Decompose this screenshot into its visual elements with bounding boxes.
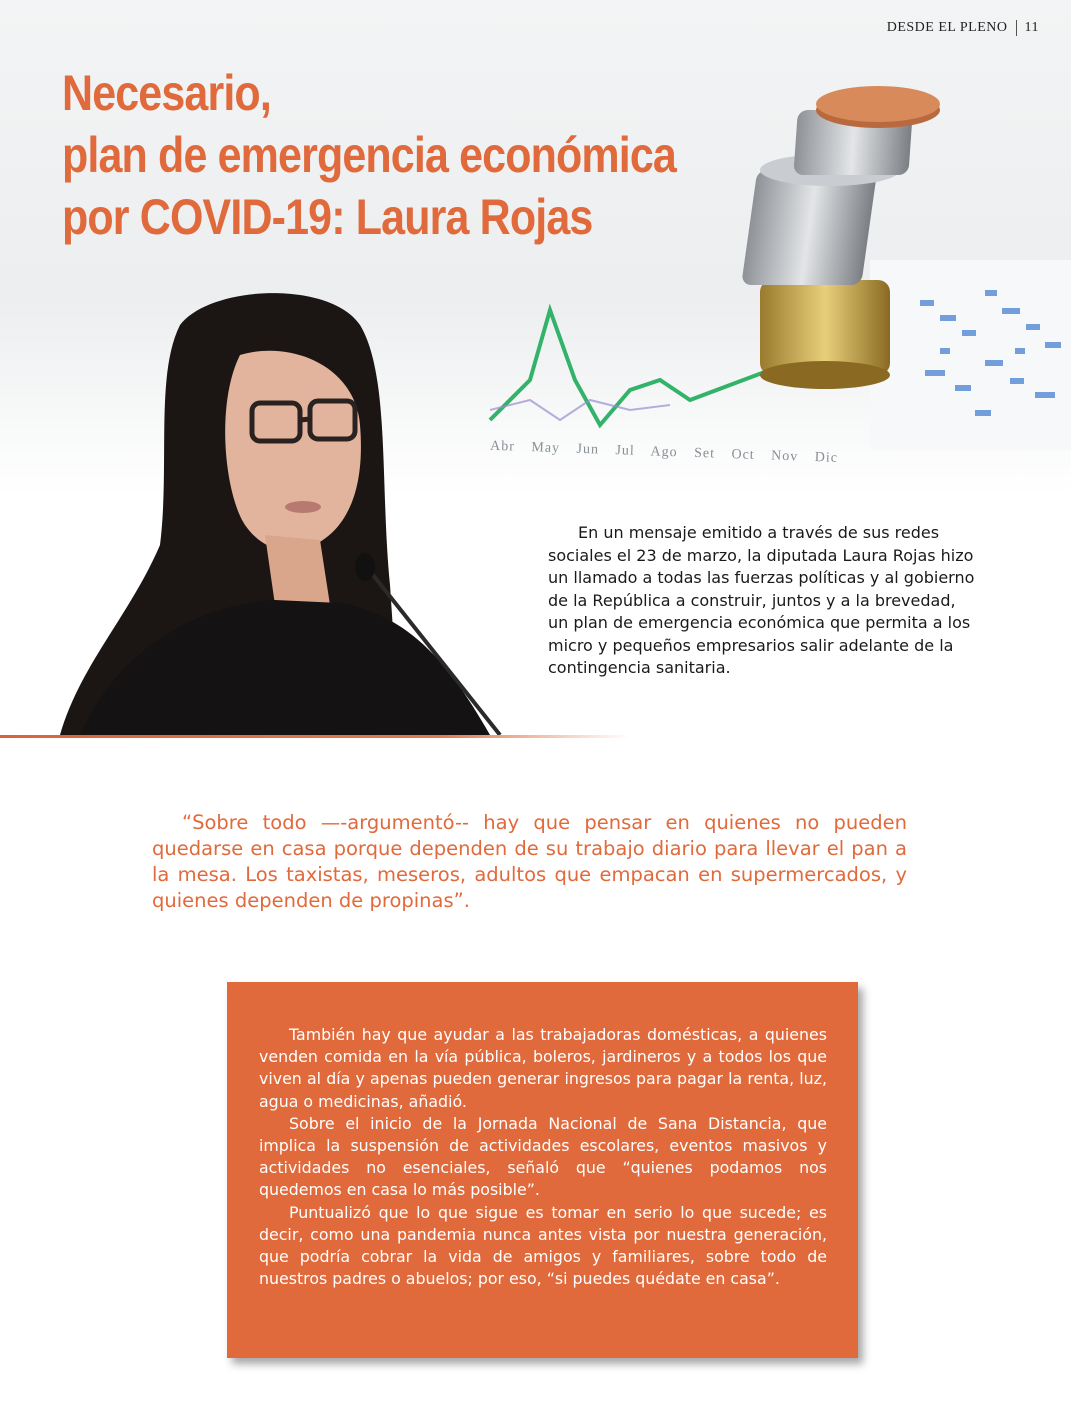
copper-coin <box>816 86 940 128</box>
month-label: Dic <box>814 450 839 466</box>
lead-paragraph <box>548 522 978 680</box>
section-divider <box>0 735 630 738</box>
highlight-box-text <box>259 1024 827 1290</box>
paper-sheet <box>870 260 1071 450</box>
face <box>225 351 361 551</box>
pull-quote <box>152 810 907 914</box>
page-header <box>887 20 1039 36</box>
month-label: Set <box>693 445 716 462</box>
box-paragraph-text: Sobre el inicio de la Jornada Nacional de Sana Distancia, que implica la suspensión de actividades escolares, eventos masivos y actividades no esenciales, señaló que “quienes podamos nos quedemos en casa lo más posible”. <box>259 1113 827 1200</box>
box-paragraph <box>259 1202 827 1291</box>
month-label: Jul <box>615 443 636 459</box>
neck <box>265 535 330 605</box>
lead-text: En un mensaje emitido a través de sus redes sociales el 23 de marzo, la diputada Laura Rojas hizo un llamado a todas las fuerzas políticas y al gobierno de la República a construir, juntos y a la brevedad, un plan de emergencia económica que permita a los micro y pequeños empresarios salir adelante de la contingencia sanitaria. <box>548 523 975 677</box>
month-label: Ago <box>650 444 678 461</box>
month-label: Abr <box>489 438 516 455</box>
month-label: May <box>531 440 561 457</box>
highlight-box <box>227 982 858 1358</box>
article-title <box>62 62 676 248</box>
month-label: Nov <box>770 448 799 465</box>
green-trend-line <box>490 310 770 425</box>
section-name: DESDE EL PLENO <box>886 20 1008 35</box>
lips <box>285 501 321 513</box>
box-paragraph <box>259 1113 827 1202</box>
box-paragraph <box>259 1024 827 1113</box>
title-line: plan de emergencia económica <box>62 127 676 183</box>
silver-coin-stack <box>741 110 913 285</box>
gold-coin-stack <box>760 280 890 389</box>
box-paragraph-text: Puntualizó que lo que sigue es tomar en serio lo que sucede; es decir, como una pandemia nunca antes vista por nuestra generación, que podría cobrar la vida de amigos y familiares, sobre todo de nuestros padres o abuelos; por eso, “si puedes quédate en casa”. <box>259 1202 827 1289</box>
page-number: 11 <box>1024 20 1039 35</box>
title-line: Necesario, <box>62 65 271 121</box>
box-paragraph-text: También hay que ayudar a las trabajadoras domésticas, a quienes venden comida en la vía pública, boleros, jardineros y a todos los que viven al día y apenas pueden generar ingresos para pagar la renta, luz, agua o medicinas, añadió. <box>259 1025 827 1111</box>
header-divider <box>1016 20 1017 36</box>
month-label: Oct <box>731 447 755 463</box>
month-label: Jun <box>576 441 600 458</box>
quote-text: “Sobre todo —-argumentó-- hay que pensar en quienes no pueden quedarse en casa porque dependen de su trabajo diario para llevar el pan a la mesa. Los taxistas, meseros, adultos que empacan en supermercados, y quienes dependen de propinas”. <box>152 811 907 912</box>
microphone-icon <box>355 553 375 581</box>
title-line: por COVID-19: Laura Rojas <box>62 189 593 245</box>
portrait-photo <box>60 285 530 735</box>
